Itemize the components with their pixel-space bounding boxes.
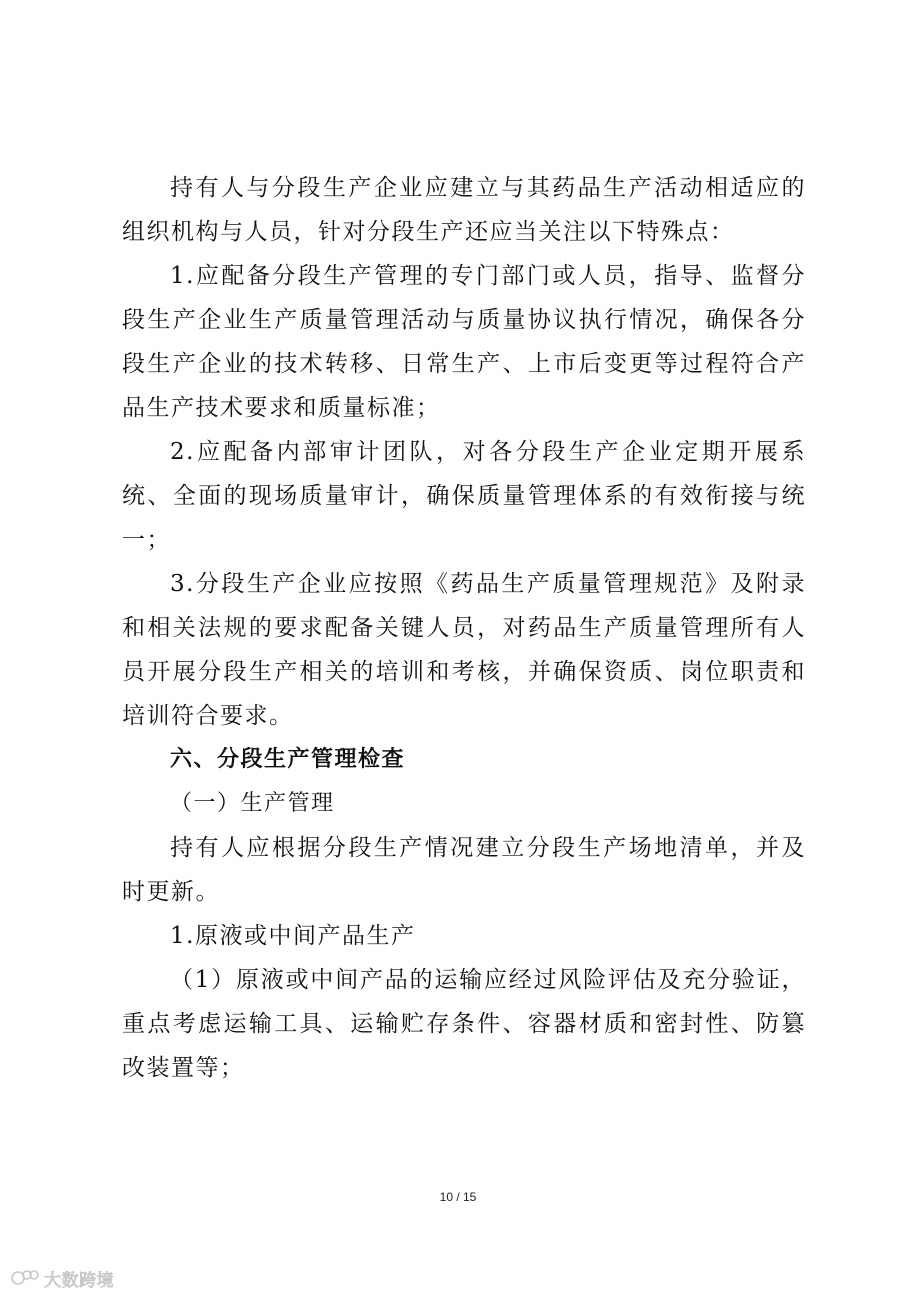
page-number: 10 / 15	[439, 1190, 477, 1204]
paragraph-site-list: 持有人应根据分段生产情况建立分段生产场地清单，并及时更新。	[122, 835, 806, 905]
subsection-heading: （一）生产管理	[170, 791, 335, 816]
section-heading: 六、分段生产管理检查	[170, 747, 406, 772]
paragraph-transport: （1）原液或中间产品的运输应经过风险评估及充分验证，重点考虑运输工具、运输贮存条件、容器材质和密封性、防篡改装置等；	[122, 967, 806, 1081]
paragraph-item-1: 1.应配备分段生产管理的专门部门或人员，指导、监督分段生产企业生产质量管理活动与质量协议执行情况，确保各分段生产企业的技术转移、日常生产、上市后变更等过程符合产品生产技术要求和质量标准；	[122, 263, 806, 421]
document-body	[122, 166, 806, 1090]
watermark	[10, 1266, 114, 1291]
paragraph-item-2: 2.应配备内部审计团队，对各分段生产企业定期开展系统、全面的现场质量审计，确保质量管理体系的有效衔接与统一；	[122, 439, 806, 553]
paragraph-intro: 持有人与分段生产企业应建立与其药品生产活动相适应的组织机构与人员，针对分段生产还应当关注以下特殊点：	[122, 175, 806, 245]
watermark-text: 大数跨境	[44, 1271, 114, 1291]
paragraph-item-3: 3.分段生产企业应按照《药品生产质量管理规范》及附录和相关法规的要求配备关键人员，对药品生产质量管理所有人员开展分段生产相关的培训和考核，并确保资质、岗位职责和培训符合要求。	[122, 571, 806, 729]
logo-icon	[10, 1267, 40, 1291]
paragraph-subitem-title: 1.原液或中间产品生产	[170, 923, 416, 949]
